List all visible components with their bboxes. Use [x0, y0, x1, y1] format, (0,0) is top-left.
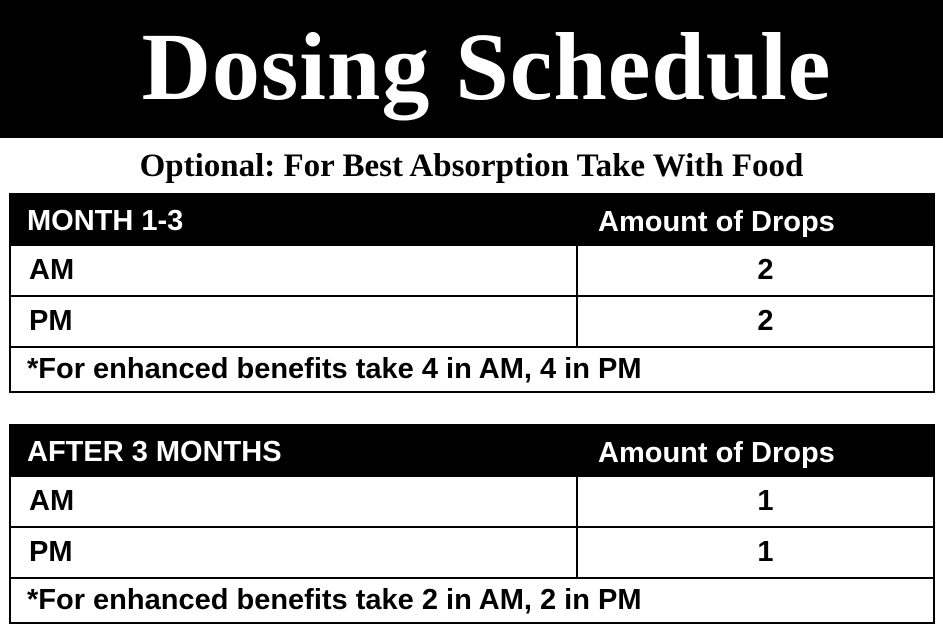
table-note-row — [9, 348, 935, 393]
time-of-day-cell: AM — [11, 246, 578, 295]
table-row — [9, 297, 935, 348]
table-row — [9, 528, 935, 579]
time-of-day-cell: AM — [11, 477, 578, 526]
header-amount-label: Amount of Drops — [598, 206, 835, 238]
table-note-row — [9, 579, 935, 624]
header-period-label: MONTH 1-3 — [27, 205, 184, 237]
title-banner — [0, 0, 943, 138]
table-header-row — [9, 424, 935, 477]
drops-value-cell: 1 — [757, 485, 774, 517]
table-header-row — [9, 193, 935, 246]
table-row — [9, 246, 935, 297]
page-subtitle: Optional: For Best Absorption Take With Food — [139, 148, 804, 184]
table-row — [9, 477, 935, 528]
enhanced-benefits-note: *For enhanced benefits take 4 in AM, 4 in PM — [27, 353, 642, 385]
header-period-label: AFTER 3 MONTHS — [27, 436, 282, 468]
enhanced-benefits-note: *For enhanced benefits take 2 in AM, 2 in PM — [27, 584, 642, 616]
page-title: Dosing Schedule — [141, 13, 832, 120]
header-amount-label: Amount of Drops — [598, 437, 835, 469]
drops-value-cell: 2 — [757, 305, 774, 337]
drops-value-cell: 1 — [757, 536, 774, 568]
dosing-table-month-1-3 — [9, 193, 935, 393]
dosing-table-after-3-months — [9, 424, 935, 624]
time-of-day-cell: PM — [11, 297, 578, 346]
drops-value-cell: 2 — [757, 254, 774, 286]
time-of-day-cell: PM — [11, 528, 578, 577]
